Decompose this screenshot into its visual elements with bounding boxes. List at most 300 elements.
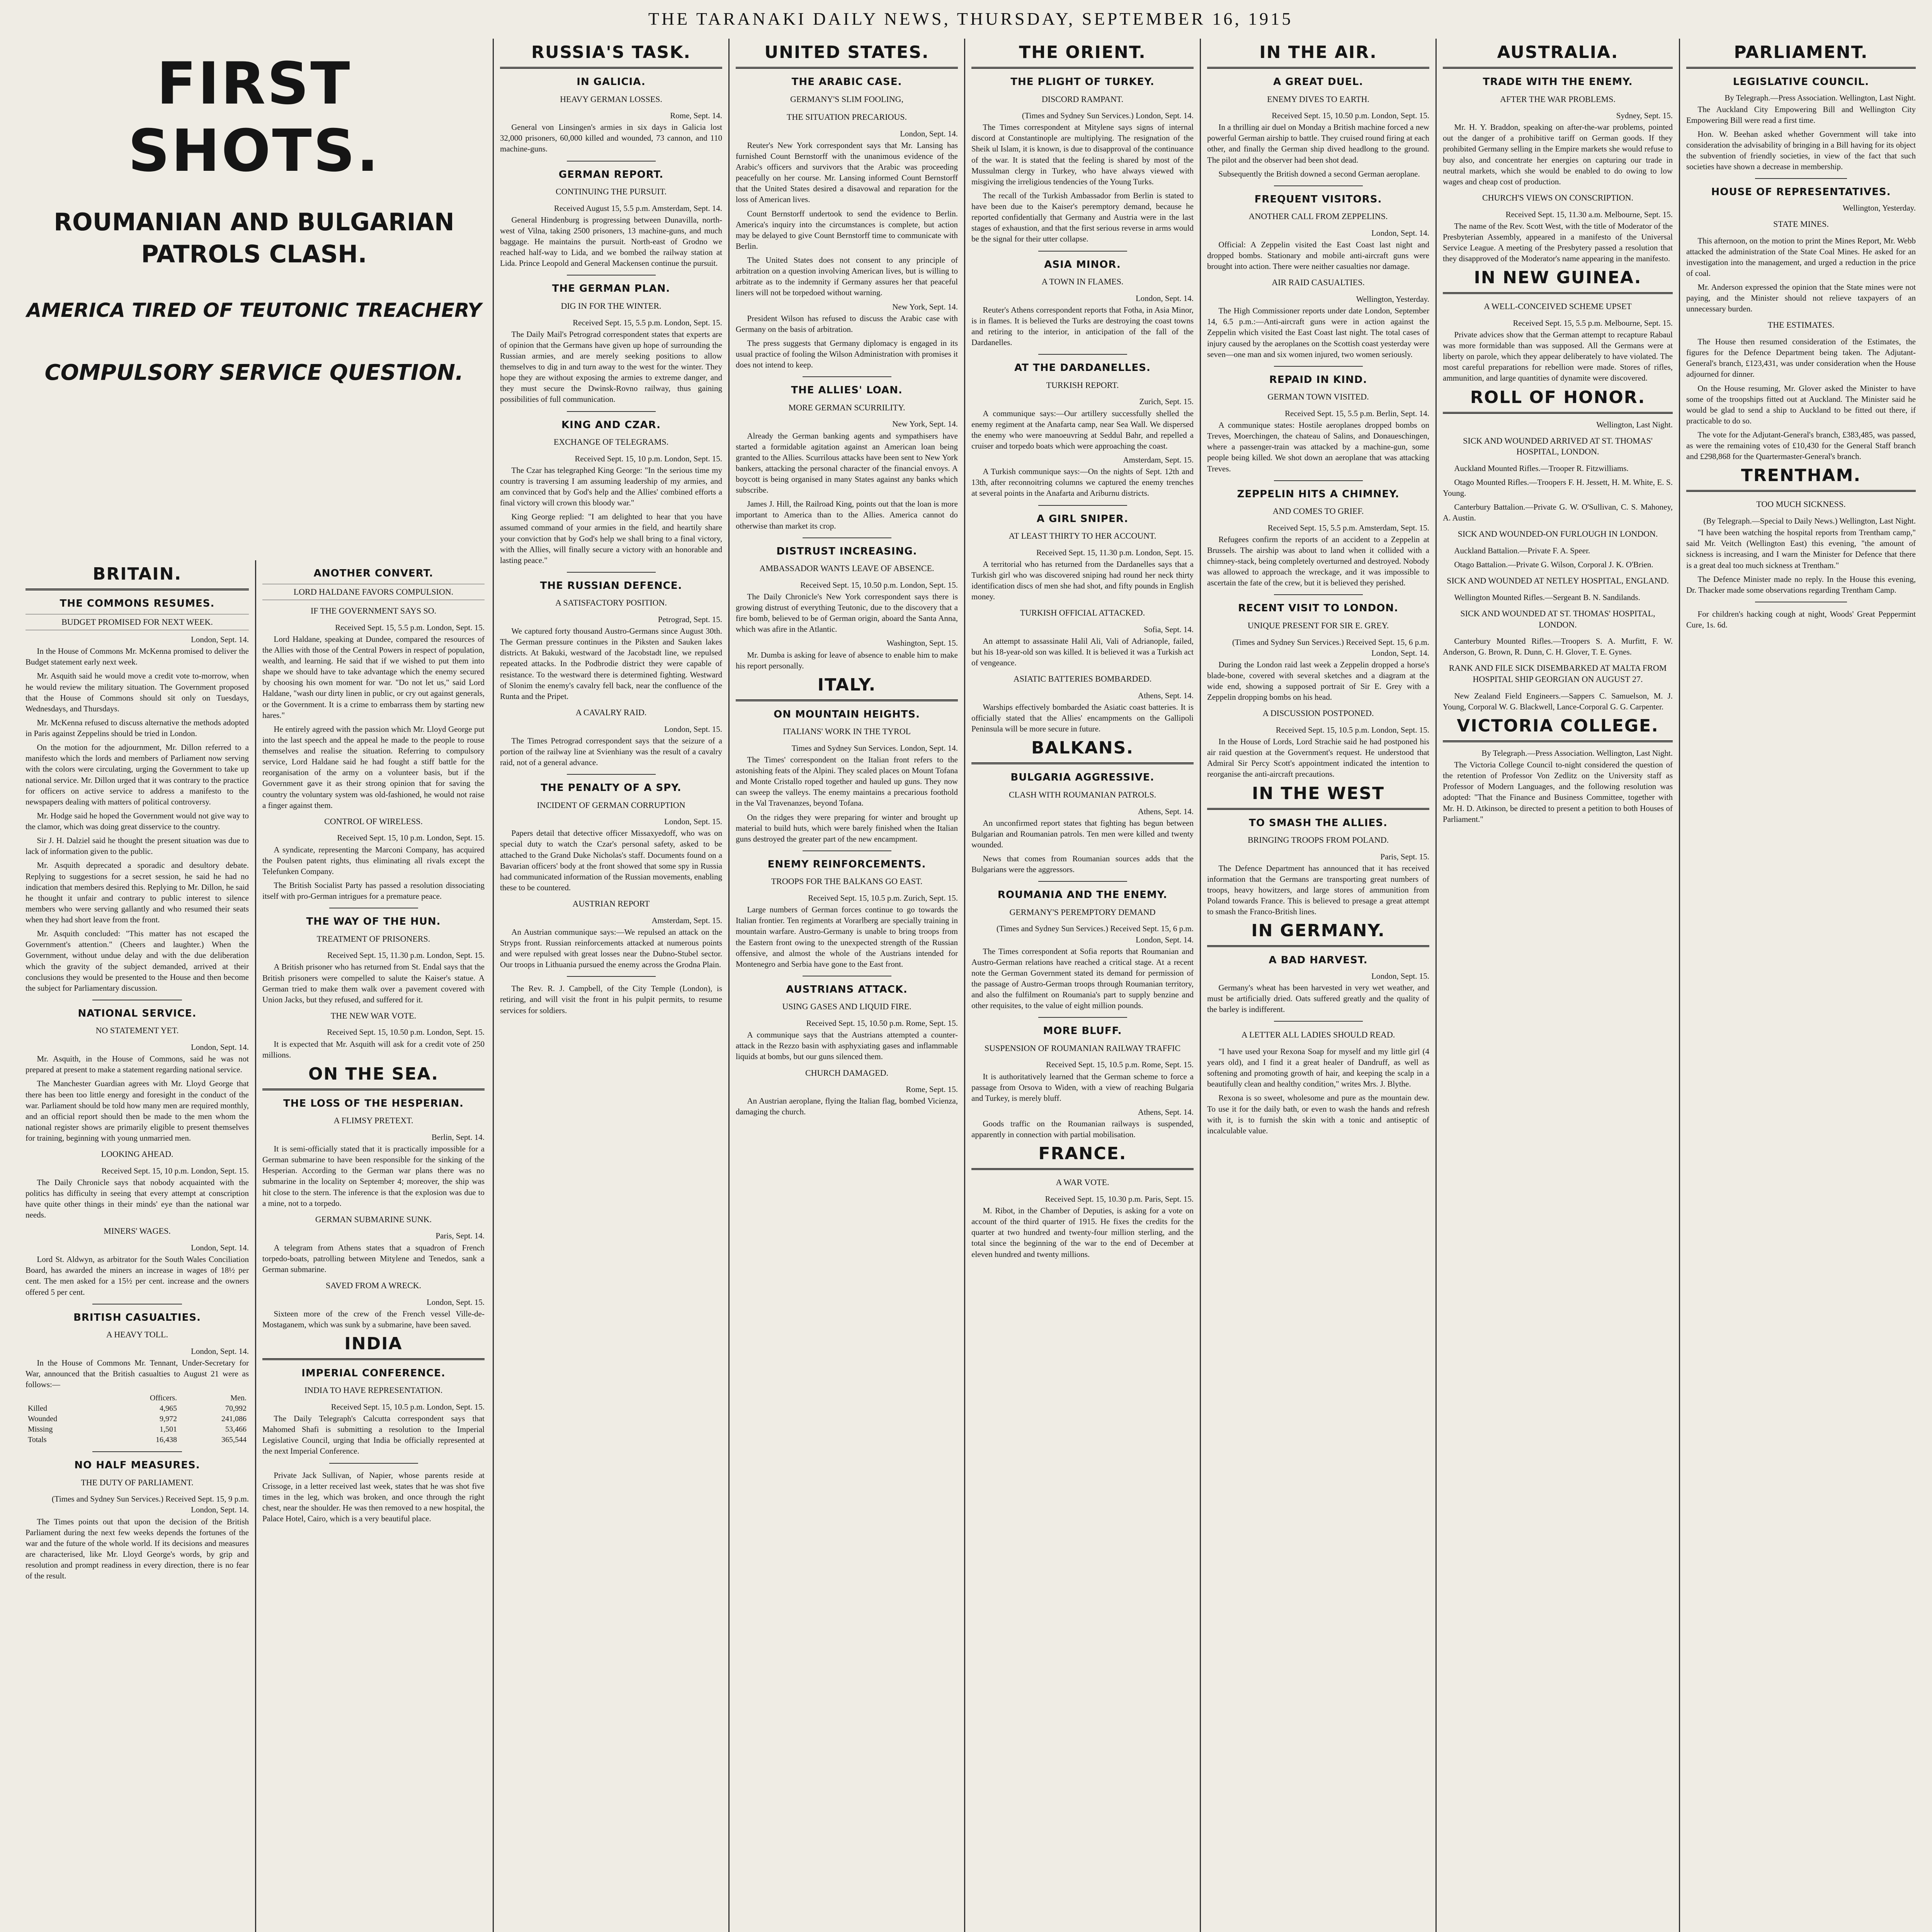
paragraph: The Czar has telegraphed King George: "In the serious time my country is traversing I am assuming leadership of my armies, and am convinced that by God's help and the Allies' combined efforts a final victory will crown this bloody war." [500, 465, 722, 508]
table-row [26, 1424, 249, 1435]
paragraph: Papers detail that detective officer Missaxyedoff, who was on special duty to watch the Czar's personal safety, asked to be attached to the Grand Duke Nicholas's staff. Documents found on a Bavarian officers' body at the front showed that some spy in Russia had communicated information of the Russian movements, enabling these to be countered. [500, 828, 722, 892]
article-subheading: INDIA TO HAVE REPRESENTATION. [304, 1385, 443, 1395]
article-heading: THE GERMAN PLAN. [552, 283, 670, 295]
article-heading: THE PENALTY OF A SPY. [541, 782, 682, 794]
paragraph: An unconfirmed report states that fighting has begun between Bulgarian and Roumanian patrols. Ten men were killed and twenty wounded. [971, 818, 1194, 849]
paragraph: A communique states: Hostile aeroplanes dropped bombs on Treves, Moerchingen, the chateau of Salins, and Donaueschingen, where a passenger-train was attacked by a machine-gun, some people being killed. We shot down an aeroplane that was attacking Treves. [1207, 420, 1429, 473]
dateline: By Telegraph.—Press Association. Wellington, Last Night. [1481, 748, 1673, 758]
article-subheading: LORD HALDANE FAVORS COMPULSION. [262, 584, 485, 600]
paragraph: The Daily Mail's Petrograd correspondent states that experts are of opinion that the Germans have given up hope of surrounding the Russian armies, and are merely seeking positions to allow themselves to dig in and turn away to the west for the winter. They hope they are without exposing the armies to extreme danger, and they must secure the Dwinsk-Rovno railway, thus gaining possibilities of full communication. [500, 329, 722, 404]
table-cell: Missing [28, 1425, 53, 1434]
article-heading: NO HALF MEASURES. [74, 1459, 200, 1471]
paragraph: The name of the Rev. Scott West, with the title of Moderator of the Presbyterian Assembly, appeared in a manifesto of the Universal Service League. A meeting of the Presbytery passed a resolution that they disapproved of the Moderator's name appearing in the manifesto. [1443, 221, 1673, 264]
article-heading: THE COMMONS RESUMES. [60, 598, 215, 609]
divider [1038, 354, 1127, 355]
paragraph: Warships effectively bombarded the Asiatic coast batteries. It is officially stated that the Allies' encampments on the Gallipoli Peninsula will be more secure in future. [971, 702, 1194, 734]
article-subheading: A DISCUSSION POSTPONED. [1262, 708, 1374, 718]
paragraph: An Austrian communique says:—We repulsed an attack on the Stryps front. Russian reinforcements attacked at numerous points and were repulsed with great losses near the Dubno-Stubel sector. Our troops in Lithuania pursued the enemy across the Grodna Plain. [500, 927, 722, 969]
paragraph: Sixteen more of the crew of the French vessel Ville-de-Mostaganem, which was sunk by a submarine, have been saved. [262, 1309, 485, 1329]
article-subheading: ASIATIC BATTERIES BOMBARDED. [1013, 674, 1152, 684]
article-subheading: TROOPS FOR THE BALKANS GO EAST. [771, 876, 923, 886]
paragraph: Sir J. H. Dalziel said he thought the present situation was due to lack of information given to the public. [26, 836, 249, 856]
table-cell: 70,992 [225, 1404, 247, 1413]
dateline: London, Sept. 14. [1371, 228, 1429, 238]
divider [1274, 1021, 1363, 1022]
divider [567, 774, 656, 775]
dateline: London, Sept. 15. [1371, 971, 1429, 981]
paragraph: The Times points out that upon the decision of the British Parliament during the next few weeks depends the fortunes of the war and the future of the whole world. If its decisions and measures are characterised, like Mr. Lloyd George's words, by grip and resolution and prompt readiness in every direction, there is no fear of the result. [26, 1517, 249, 1581]
dateline: Received Sept. 15, 5.5 p.m. Amsterdam, Sept. 15. [1267, 523, 1429, 532]
paragraph: The Times' correspondent on the Italian front refers to the astonishing feats of the Alpini. They scaled places on Mount Tofana and Monte Cristallo roped together and hauled up guns. They now can sweep the valleys. The enemy maintains a precarious foothold in the Val Travenanzes, beyond Tofana. [736, 755, 958, 808]
paragraph: Mr. Asquith deprecated a sporadic and desultory debate. Replying to suggestions for a secret session, he said he had no indication that members desired this. Replying to Mr. Dillon, he said he thought it unfair and contrary to public interest to silence members who were serving gallantly and who resumed their seats when they had short leave from the front. [26, 861, 249, 925]
paragraph: The Daily Telegraph's Calcutta correspondent says that Mahomed Shafi is submitting a resolution to the Imperial Legislative Council, urging that India be officially represented at the next Imperial Conference. [262, 1414, 485, 1456]
article-subheading: SICK AND WOUNDED ARRIVED AT ST. THOMAS' HOSPITAL, LONDON. [1463, 435, 1653, 457]
article-subheading: GERMAN SUBMARINE SUNK. [315, 1214, 432, 1224]
article-heading: AUSTRIANS ATTACK. [786, 983, 908, 995]
dateline: Athens, Sept. 14. [1138, 1107, 1194, 1117]
section-heading: INDIA [262, 1334, 485, 1360]
paragraph: Canterbury Battalion.—Private G. W. O'Sullivan, C. S. Mahoney, A. Austin. [1443, 502, 1673, 523]
headline-first-shots: FIRST SHOTS. [128, 50, 380, 185]
article-heading: THE PLIGHT OF TURKEY. [1010, 76, 1155, 88]
article-subheading: CLASH WITH ROUMANIAN PATROLS. [1009, 789, 1156, 799]
article-heading: THE ALLIES' LOAN. [791, 384, 903, 396]
article-subheading: BRINGING TROOPS FROM POLAND. [1247, 835, 1389, 845]
paragraph: Mr. McKenna refused to discuss alternative the methods adopted in Paris against Zeppelins should be tried in London. [26, 718, 249, 738]
article-heading: ASIA MINOR. [1044, 259, 1121, 270]
divider [1038, 881, 1127, 882]
divider [1274, 366, 1363, 367]
article-heading: GERMAN REPORT. [558, 168, 664, 180]
article-subheading: CHURCH DAMAGED. [805, 1068, 889, 1078]
article-subheading: ANOTHER CALL FROM ZEPPELINS. [1248, 211, 1388, 221]
article-heading: TO SMASH THE ALLIES. [1249, 817, 1388, 829]
advertisement-text: "I have used your Rexona Soap for myself and my little girl (4 years old), and I find it a great healer of Dandruff, as well as softening and promoting growth of hair, and keeping the scalp in a beautifully clean and healthy condition," writes Mrs. J. Blythe. [1207, 1046, 1429, 1089]
dateline: Received Sept. 15, 10.30 p.m. Paris, Sept. 15. [1045, 1194, 1194, 1204]
table-cell: 365,544 [221, 1435, 247, 1444]
paragraph: The vote for the Adjutant-General's branch, £383,485, was passed, as were the remaining votes of £10,430 for the General Staff branch and £298,868 for the Quartermaster-General's branch. [1686, 430, 1916, 461]
divider [92, 1451, 182, 1452]
paragraph: Reuter's Athens correspondent reports that Fotha, in Asia Minor, is in flames. It is believed the Turks are destroying the coast towns and retiring to the interior, in anticipation of the fall of the Dardanelles. [971, 305, 1194, 347]
article-subheading: DISCORD RAMPANT. [1041, 94, 1124, 104]
paragraph: Private advices show that the German attempt to recapture Rabaul was more formidable than was supposed. All the Germans were at liberty on parole, which they appear deliberately to have violated. The most careful preparations for rebellion were made. Stores of rifles, ammunition, and large quantities of dynamite were discovered. [1443, 330, 1673, 383]
article-subheading: THE DUTY OF PARLIAMENT. [81, 1477, 194, 1487]
paragraph: Large numbers of German forces continue to go towards the Italian frontier. Ten regiments at Vorarlberg are specially training in mountain warfare. Austro-Germany is unable to bring troops from the Eastern front owing to the unexpected strength of the Russian offensive, and almost the whole of the Austrians intended for Montenegro and Serbia have gone to the East front. [736, 905, 958, 969]
paragraph: The Auckland City Empowering Bill and Wellington City Empowering Bill were read a first time. [1686, 104, 1916, 125]
divider [567, 161, 656, 162]
article-subheading: THE ESTIMATES. [1767, 320, 1835, 330]
article-heading: HOUSE OF REPRESENTATIVES. [1711, 186, 1891, 198]
section-heading: AUSTRALIA. [1443, 43, 1673, 69]
article-subheading: NO STATEMENT YET. [95, 1026, 179, 1036]
paragraph: Hon. W. Beehan asked whether Government will take into consideration the advisability of bringing in a Bill having for its object the subvention of friendly societies, in view of the fact that such societies have shown a decrease in membership. [1686, 129, 1916, 172]
article-subheading: SUSPENSION OF ROUMANIAN RAILWAY TRAFFIC [984, 1043, 1181, 1053]
table-cell: 241,086 [221, 1415, 247, 1423]
article-subheading: CHURCH'S VIEWS ON CONSCRIPTION. [1482, 192, 1634, 202]
article-subheading: SICK AND WOUNDED AT NETLEY HOSPITAL, ENGLAND. [1447, 576, 1669, 586]
table-row [26, 1414, 249, 1424]
paragraph: The Times Petrograd correspondent says that the seizure of a portion of the railway line at Svienhiany was the result of a cavalry raid, not of a general advance. [500, 736, 722, 767]
paragraph: The Daily Chronicle says that nobody acquainted with the politics has difficulty in seeing that every attempt at conscription have quite other things in their minds' eye than the national war needs. [26, 1177, 249, 1220]
article-heading: THE LOSS OF THE HESPERIAN. [283, 1097, 464, 1109]
section-heading: ROLL OF HONOR. [1443, 388, 1673, 414]
article-heading: IN GALICIA. [577, 76, 646, 88]
article-subheading: AIR RAID CASUALTIES. [1272, 277, 1365, 287]
dateline: Wellington, Last Night. [1596, 420, 1673, 429]
article-heading: LEGISLATIVE COUNCIL. [1733, 76, 1869, 88]
section-heading: BALKANS. [971, 738, 1194, 764]
dateline: London, Sept. 14. [191, 1043, 249, 1052]
article-subheading: EXCHANGE OF TELEGRAMS. [553, 437, 669, 447]
paragraph: He entirely agreed with the passion which Mr. Lloyd George put into the last speech and the appeal he made to the people to rouse themselves and realise the situation. Referring to compulsory service, Lord Haldane said he had fought a stiff battle for the reorganisation of the army on a volunteer basis, but if the Government gave it as their strong opinion that for saving the country the voluntary system was old-fashioned, he would not raise a finger against them. [262, 724, 485, 810]
paragraph: Reuter's New York correspondent says that Mr. Lansing has furnished Count Bernstorff with the unanimous evidence of the Arabic's officers and survivors that the Arabic was proceeding peacefully on her course. Mr. Lansing informed Count Bernstorff that the United States desired a disavowal and reparation for the loss of American lives. [736, 140, 958, 204]
dateline: Wellington, Yesterday. [1356, 294, 1429, 304]
divider [1755, 178, 1847, 179]
column-britain [19, 560, 255, 1932]
divider [1274, 594, 1363, 595]
dateline: London, Sept. 14. [191, 635, 249, 645]
paragraph: Wellington Mounted Rifles.—Sergeant B. N. Sandilands. [1454, 592, 1640, 602]
paragraph: Otago Mounted Rifles.—Troopers F. H. Jessett, H. M. White, E. S. Young. [1443, 477, 1673, 498]
article-subheading: LOOKING AHEAD. [101, 1149, 173, 1159]
divider [329, 1463, 418, 1464]
paragraph: Mr. Asquith, in the House of Commons, said he was not prepared at present to make a statement regarding national service. [26, 1054, 249, 1075]
dateline: (Times and Sydney Sun Services.) London, Sept. 14. [1022, 111, 1194, 121]
dateline: Received Sept. 15, 10.5 p.m. Rome, Sept. 15. [1046, 1060, 1194, 1070]
dateline: Received Sept. 15, 10.50 p.m. London, Sept. 15. [800, 580, 958, 590]
paragraph: The House then resumed consideration of the Estimates, the figures for the Defence Department being taken. The Adjutant-General's branch, £123,431, was under consideration when the House adjourned for dinner. [1686, 337, 1916, 379]
divider [567, 411, 656, 412]
paragraph: The High Commissioner reports under date London, September 14, 6.5 p.m.:—Anti-aircraft guns were in action against the Zeppelin which visited the East Coast last night. The total cases of injury caused by the aeroplanes on the Scottish coast yesterday were seven—one man and six women injured, two women seriously. [1207, 306, 1429, 359]
paragraph: Lord Haldane, speaking at Dundee, compared the resources of the Allies with those of the Central Powers in respect of population, wealth, and learning. He said that if we wished to put them into shape we should have to take advantage which the enemy secured by choosing his own moment for war. "Do not let us," said Lord Haldane, "wash our dirty linen in public, or cry out against generals, or the Government. It is a crime to embarrass them by starting new hares." [262, 634, 485, 720]
table-cell: 9,972 [160, 1415, 177, 1423]
section-heading: ITALY. [736, 675, 958, 701]
paragraph: A territorial who has returned from the Dardanelles says that a Turkish girl who was discovered sniping had round her neck thirty identification discs of men she had shot, and fifty pounds in English money. [971, 559, 1194, 602]
article-subheading: A SATISFACTORY POSITION. [555, 598, 667, 608]
dateline: Received Sept. 15, 11.30 p.m. London, Sept. 15. [1036, 548, 1194, 557]
paragraph: Germany's wheat has been harvested in very wet weather, and must be artificially dried. Oats suffered greatly and the quality of the barley is indifferent. [1207, 983, 1429, 1014]
article-subheading: DIG IN FOR THE WINTER. [561, 301, 662, 311]
article-subheading: AMBASSADOR WANTS LEAVE OF ABSENCE. [759, 563, 934, 573]
advertisement-text: Rexona is so sweet, wholesome and pure as the mountain dew. To use it for the daily bath, or even to wash the hands and refresh with it, is to furnish the skin with a tonic and antiseptic of incalculable value. [1207, 1093, 1429, 1135]
section-heading: IN GERMANY. [1207, 921, 1429, 947]
paragraph: A communique says:—Our artillery successfully shelled the enemy regiment at the Anafarta camp, near Sea Wall. We dispersed the enemy who were manoeuvring at Seddul Bahr, and repelled a cruiser and torpedo boats which were approaching the coast. [971, 408, 1194, 451]
dateline: Athens, Sept. 14. [1138, 806, 1194, 816]
dateline: Zurich, Sept. 15. [1139, 397, 1194, 406]
paragraph: Mr. H. Y. Braddon, speaking on after-the-war problems, pointed out the danger of a prohibitive tariff on German goods. If they prohibited Germany selling in the Empire markets she would refuse to buy also, and concentrate her energies on capturing our trade in neutral markets, which she would be enabled to do owing to low wages and cheap cost of production. [1443, 122, 1673, 186]
divider [1274, 185, 1363, 186]
dateline: Received Sept. 15, 5.5 p.m. London, Sept. 15. [573, 318, 722, 327]
article-heading: ZEPPELIN HITS A CHIMNEY. [1237, 488, 1400, 500]
paragraph: On the motion for the adjournment, Mr. Dillon referred to a manifesto which the lords and members of Parliament now serving with the colors were circulating, urging the Government to take up national service. Mr. Dillon urged that it was contrary to the practice for officers on active service to address a manifesto to the newspapers dealing with matters of political controversy. [26, 743, 249, 806]
dateline: Received Sept. 15, 10 p.m. London, Sept. 15. [337, 833, 485, 843]
dateline: Received Sept. 15, 10 p.m. London, Sept. 15. [101, 1166, 249, 1175]
article-subheading: MINERS' WAGES. [104, 1226, 171, 1236]
divider [1038, 1017, 1127, 1018]
article-subheading: TREATMENT OF PRISONERS. [316, 934, 430, 944]
section-heading: RUSSIA'S TASK. [500, 43, 722, 69]
paragraph: In the House of Commons Mr. Tennant, Under-Secretary for War, announced that the British casualties to August 21 were as follows:— [26, 1358, 249, 1389]
dateline: London, Sept. 14. [900, 129, 958, 138]
column-in-the-air [1200, 39, 1435, 1932]
dateline: London, Sept. 14. [1136, 293, 1194, 303]
article-heading: ROUMANIA AND THE ENEMY. [997, 889, 1168, 901]
paragraph: Auckland Battalion.—Private F. A. Speer. [1454, 546, 1590, 556]
dateline: By Telegraph.—Press Association. Wellington, Last Night. [1725, 93, 1916, 102]
article-heading: AT THE DARDANELLES. [1014, 362, 1151, 374]
dateline: Received Sept. 15, 10.5 p.m. Zurich, Sept. 15. [808, 893, 958, 903]
column-convert [255, 560, 491, 1932]
section-heading: IN THE AIR. [1207, 43, 1429, 69]
paragraph: Lord St. Aldwyn, as arbitrator for the South Wales Conciliation Board, has awarded the miners an increase in wages of 18½ per cent. The men asked for a 15½ per cent. increase and the owners offered 5 per cent. [26, 1255, 249, 1297]
dateline: Amsterdam, Sept. 15. [1123, 455, 1194, 465]
article-heading: BRITISH CASUALTIES. [73, 1311, 201, 1323]
paragraph: General von Linsingen's armies in six days in Galicia lost 32,000 prisoners, 60,000 killed and wounded, 73 cannon, and 110 machine-guns. [500, 122, 722, 154]
article-subheading: A CAVALRY RAID. [575, 707, 647, 717]
dateline: Petrograd, Sept. 15. [658, 614, 722, 624]
article-subheading: HEAVY GERMAN LOSSES. [560, 94, 662, 104]
dateline: Received Sept. 15, 11.30 p.m. London, Sept. 15. [327, 951, 485, 960]
paragraph: The Daily Chronicle's New York correspondent says there is growing distrust of everything Teutonic, due to the discovery that a fire bomb, believed to be of German origin, aboard the Santa Anna, which was afire in the Atlantic. [736, 592, 958, 634]
paragraph: President Wilson has refused to discuss the Arabic case with Germany on the basis of arbitration. [736, 313, 958, 334]
section-heading: FRANCE. [971, 1144, 1194, 1170]
section-heading: IN NEW GUINEA. [1443, 268, 1673, 294]
paragraph: In the House of Lords, Lord Strachie said he had postponed his air raid question at the Government's request. He understood that Admiral Sir Percy Scott's appointment indicated the intention to reorganise the anti-aircraft precautions. [1207, 737, 1429, 779]
paragraph: New Zealand Field Engineers.—Sappers C. Samuelson, M. J. Young, Corporal W. G. Blackwell, Lance-Corporal G. G. Carpenter. [1443, 691, 1673, 711]
front-banner [23, 43, 485, 553]
divider [567, 275, 656, 276]
paragraph: This afternoon, on the motion to print the Mines Report, Mr. Webb attacked the administration of the State Coal Mines. He asked for an investigation into the management, and urged a reduction in the price of coal. [1686, 236, 1916, 278]
paragraph: On the ridges they were preparing for winter and brought up material to build huts, which were barely finished when the Italian guns destroyed the greater part of the new encampment. [736, 812, 958, 844]
article-heading: KING AND CZAR. [561, 419, 661, 431]
paragraph: Mr. Hodge said he hoped the Government would not give way to the clamor, which was doing great disservice to the country. [26, 811, 249, 832]
dateline: Sydney, Sept. 15. [1616, 111, 1673, 121]
headline-compulsory: COMPULSORY SERVICE QUESTION. [44, 360, 464, 385]
dateline: (Times and Sydney Sun Services.) Received Sept. 15, 9 p.m. London, Sept. 14. [51, 1494, 249, 1515]
article-heading: A GIRL SNIPER. [1036, 513, 1129, 525]
paragraph: Already the German banking agents and sympathisers have started a formidable agitation against an American loan being granted to the Allies. Scurrilous attacks have been sent to New York bankers, attacking the personal character of the financial envoys. A boycott is being organised in many States against any banks which subscribe. [736, 431, 958, 495]
paragraph: In the House of Commons Mr. McKenna promised to deliver the Budget statement early next week. [26, 646, 249, 667]
dateline: Rome, Sept. 15. [906, 1085, 958, 1094]
article-heading: BULGARIA AGGRESSIVE. [1010, 772, 1155, 784]
table-cell: 1,501 [160, 1425, 177, 1434]
paragraph: On the House resuming, Mr. Glover asked the Minister to have some of the troopships fitted out at Auckland. The Minister said he would be glad to send a ship to Auckland to be fitted out there, if practicable to do so. [1686, 383, 1916, 425]
dateline: Paris, Sept. 15. [1380, 852, 1429, 861]
divider [803, 850, 891, 851]
divider [1038, 505, 1127, 506]
table-cell: 53,466 [225, 1425, 247, 1434]
article-heading: THE WAY OF THE HUN. [306, 916, 441, 928]
column-united-states [728, 39, 964, 1932]
dateline: Received Sept. 15, 10.50 p.m. London, Sept. 15. [1272, 111, 1429, 121]
dateline: Received Sept. 15, 10.5 p.m. London, Sept. 15. [331, 1402, 485, 1412]
paragraph: The Times correspondent at Sofia reports that Roumanian and Austro-German relations have reached a critical stage. At a recent note the German Government stated its demand for permission of the passage of Austro-German troops through Roumanian territory, and also the fulfilment on Roumania's part to supply benzine and other requisites, to the value of eight million pounds. [971, 946, 1194, 1010]
table-header-row [26, 1393, 249, 1403]
article-heading: FREQUENT VISITORS. [1254, 193, 1382, 205]
paragraph: We captured forty thousand Austro-Germans since August 30th. The German pressure continues in the Piksten and Sauken lakes districts. At Bakuki, westward of the Jacobstadt line, we repulsed repeated attacks. In the Podbrodie district they were capable of resistance. To the westward there is determined fighting. Westward of Slonim the enemy's cavalry fell back, near the confluence of the Runta and the Pripet. [500, 626, 722, 701]
article-subheading: A WELL-CONCEIVED SCHEME UPSET [1484, 301, 1632, 311]
article-heading: TRADE WITH THE ENEMY. [1483, 76, 1633, 88]
headline-patrols: PATROLS CLASH. [141, 240, 367, 268]
article-heading: REPAID IN KIND. [1269, 374, 1367, 386]
table-row [26, 1403, 249, 1414]
masthead: THE TARANAKI DAILY NEWS, THURSDAY, SEPTEMBER 16, 1915 [648, 9, 1293, 29]
column-russia [493, 39, 728, 1932]
article-heading: MORE BLUFF. [1043, 1025, 1122, 1037]
dateline: Received August 15, 5.5 p.m. Amsterdam, Sept. 14. [554, 203, 722, 213]
table-cell: Totals [28, 1435, 47, 1444]
dateline: Paris, Sept. 14. [435, 1231, 485, 1241]
section-heading: PARLIAMENT. [1686, 43, 1916, 69]
paragraph: "I have been watching the hospital reports from Trentham camp," said Mr. Veitch (Wellington East) this evening, "the amount of sickness is increasing, and I warn the Minister for Defence that there is a great deal too much sickness at Trentham." [1686, 528, 1916, 570]
dateline: Received Sept. 15, 10 p.m. London, Sept. 15. [575, 454, 722, 463]
paragraph: A communique says that the Austrians attempted a counter-attack in the Rezzo basin with asphyxiating gases and inflammable liquids at bombs, but our guns silenced them. [736, 1030, 958, 1061]
dateline: Received Sept. 15, 10.50 p.m. Rome, Sept. 15. [806, 1019, 958, 1028]
paragraph: The British Socialist Party has passed a resolution dissociating itself with pro-German intrigues for a premature peace. [262, 880, 485, 901]
article-subheading: A TOWN IN FLAMES. [1041, 277, 1124, 287]
table-cell: 16,438 [156, 1435, 177, 1444]
paragraph: King George replied: "I am delighted to hear that you have assumed command of your armies in the field, and heartily share your conviction that by God's help we shall bring to a final victory, with the Allies, will finally secure a victory with an honorable and lasting peace." [500, 512, 722, 565]
dateline: Times and Sydney Sun Services. London, Sept. 14. [791, 743, 958, 753]
dateline: London, Sept. 15. [427, 1297, 485, 1307]
article-heading: NATIONAL SERVICE. [78, 1007, 197, 1019]
paragraph: The Defence Minister made no reply. In the House this evening, Dr. Thacker made some observations regarding Trentham Camp. [1686, 574, 1916, 595]
section-heading: BRITAIN. [26, 564, 249, 590]
paragraph: A syndicate, representing the Marconi Company, has acquired the Poulsen patent rights, thus eliminating all rivals except the Telefunken Company. [262, 845, 485, 876]
paragraph: The recall of the Turkish Ambassador from Berlin is stated to have been due to the Kaiser's peremptory demand, because he reported confidentially that Germany and Austria were in the last stages of exhaustion, and that the first serious reverse in arms would be the signal for their utter collapse. [971, 190, 1194, 244]
article-subheading: USING GASES AND LIQUID FIRE. [782, 1002, 912, 1012]
dateline: (Times and Sydney Sun Services.) Received Sept. 15, 6 p.m. London, Sept. 14. [1232, 637, 1429, 658]
article-subheading: RANK AND FILE SICK DISEMBARKED AT MALTA FROM HOSPITAL SHIP GEORGIAN ON AUGUST 27. [1449, 663, 1667, 684]
article-subheading: SICK AND WOUNDED-ON FURLOUGH IN LONDON. [1458, 529, 1658, 539]
paragraph: M. Ribot, in the Chamber of Deputies, is asking for a vote on account of the third quarter of 1915. He fixes the credits for the quarter at two hundred and twenty-four million sterling, and the total since the beginning of the war to the end of December at eleven hundred and twenty millions. [971, 1206, 1194, 1259]
paragraph: Count Bernstorff undertook to send the evidence to Berlin. America's inquiry into the circumstances is complete, but action may be delayed to give Count Bernstorff time to communicate with Berlin. [736, 209, 958, 251]
dateline: London, Sept. 15. [664, 724, 722, 734]
article-subheading: ENEMY DIVES TO EARTH. [1267, 94, 1369, 104]
paragraph: The Manchester Guardian agrees with Mr. Lloyd George that there has been too little energy and foresight in the conduct of the war. Parliament should be told how many men are required monthly, and an official report should then be made to the men whom the national register shows are primarily eligible to present themselves for training, beginning with young unmarried men. [26, 1079, 249, 1143]
dateline: Received Sept. 15, 10.50 p.m. London, Sept. 15. [327, 1027, 485, 1037]
paragraph: It is semi-officially stated that it is practically impossible for a German submarine to have been responsible for the sinking of the Hesperian. According to the German war plans there was no submarine in the locality on September 4; moreover, the ship was hit close to the stern. The inference is that the explosion was due to a mine, not to a torpedo. [262, 1144, 485, 1208]
dateline: New York, Sept. 14. [892, 302, 958, 311]
table-cell [26, 1393, 105, 1403]
dateline: Amsterdam, Sept. 15. [651, 915, 722, 925]
section-heading: TRENTHAM. [1686, 466, 1916, 492]
dateline: Washington, Sept. 15. [886, 638, 958, 648]
paragraph: An Austrian aeroplane, flying the Italian flag, bombed Vicienza, damaging the church. [736, 1096, 958, 1117]
paragraph: Refugees confirm the reports of an accident to a Zeppelin at Brussels. The airship was about to land when it collided with a chimney-stack, being completely overturned and destroyed. Nobody was allowed to approach the wreckage, and it was impossible to ascertain the fate of the crew, but it is believed they perished. [1207, 534, 1429, 588]
section-heading: IN THE WEST [1207, 784, 1429, 810]
paragraph: In a thrilling air duel on Monday a British machine forced a new powerful German airship to battle. They cruised round firing at each other, and finally the German ship dived headlong to the ground. The pilot and the observer had been shot dead. [1207, 122, 1429, 165]
article-subheading: UNIQUE PRESENT FOR SIR E. GREY. [1247, 620, 1389, 630]
dateline: Rome, Sept. 14. [670, 111, 722, 121]
column-orient [964, 39, 1200, 1932]
table-cell: Men. [230, 1394, 247, 1403]
article-subheading: SAVED FROM A WRECK. [325, 1280, 422, 1290]
headline-roumanian: ROUMANIAN AND BULGARIAN [54, 208, 454, 236]
article-subheading: AFTER THE WAR PROBLEMS. [1500, 94, 1616, 104]
article-subheading: MORE GERMAN SCURRILITY. [788, 402, 905, 412]
dateline: Sofia, Sept. 14. [1144, 624, 1194, 634]
article-subheading: SICK AND WOUNDED AT ST. THOMAS' HOSPITAL, LONDON. [1460, 609, 1655, 629]
paragraph: A Turkish communique says:—On the nights of Sept. 12th and 13th, after reconnoitring columns we captured the enemy trenches at several points in the Anafarta and Ariburnu districts. [971, 467, 1194, 498]
table-cell: 4,965 [160, 1404, 177, 1413]
table-cell: Killed [28, 1404, 47, 1413]
paragraph: An attempt to assassinate Halil Ali, Vali of Adrianople, failed, but his 18-year-old son was killed. It is believed it was a Turkish act of vengeance. [971, 636, 1194, 668]
paragraph: General Hindenburg is progressing between Dunavilla, north-west of Vilna, taking 2500 prisoners, 13 machine-guns, and much baggage. He maintains the pursuit. North-east of Grodno we reached half-way to Lida, and we bombed the railway station at Lida. Prince Leopold and General Mackensen continue the pursuit. [500, 215, 722, 268]
advertisement-text: For children's hacking cough at night, Woods' Great Peppermint Cure, 1s. 6d. [1686, 609, 1916, 630]
dateline: Athens, Sept. 14. [1138, 690, 1194, 700]
table-row [26, 1435, 249, 1445]
article-heading: DISTRUST INCREASING. [776, 545, 917, 557]
paragraph: It is expected that Mr. Asquith will ask for a credit vote of 250 millions. [262, 1039, 485, 1060]
section-heading: UNITED STATES. [736, 43, 958, 69]
paragraph: The Times correspondent at Mitylene says signs of internal discord at Constantinople are multiplying. The resignation of the Sheik ul Islam, it is known, is due to disapproval of the continuance of the war. It is stated that the feeling is shared by most of the Mussulman clergy in Turkey, who have always viewed with misgiving the irreligious tendencies of the Young Turks. [971, 122, 1194, 186]
dateline: New York, Sept. 14. [892, 419, 958, 429]
paragraph: Mr. Anderson expressed the opinion that the State mines were not paying, and the Minister should not relieve taxpayers of an unnecessary burden. [1686, 282, 1916, 314]
column-parliament [1679, 39, 1922, 1932]
paragraph: A telegram from Athens states that a squadron of French torpedo-boats, patrolling between Mitylene and Tenedos, sank a German submarine. [262, 1243, 485, 1274]
dateline: Received Sept. 15, 5.5 p.m. Berlin, Sept. 14. [1285, 408, 1429, 418]
section-heading: ON THE SEA. [262, 1064, 485, 1090]
paragraph: The Victoria College Council to-night considered the question of the retention of Professor Von Zedlitz on the University staff as Professor of Modern Languages, and the following resolution was adopted: "That the Finance and Business Committee, together with Mr. H. D. Atkinson, be directed to present a petition to both Houses of Parliament." [1443, 760, 1673, 824]
paragraph: James J. Hill, the Railroad King, points out that the loan is more important to America than to the Allies. America cannot do otherwise than market its crop. [736, 499, 958, 531]
article-subheading: CONTINUING THE PURSUIT. [555, 187, 667, 197]
article-subheading: BUDGET PROMISED FOR NEXT WEEK. [26, 614, 249, 631]
paragraph: Mr. Asquith said he would move a credit vote to-morrow, when he would review the military situation. The Government proposed that the House of Commons should sit only on Tuesdays, Wednesdays, and Thursdays. [26, 671, 249, 713]
paragraph: The United States does not consent to any principle of arbitration on a question involving American lives, but is willing to arbitrate as to the indemnity if Germany assures her that peaceful liners will not be torpedoed without warning. [736, 255, 958, 298]
divider [1038, 251, 1127, 252]
column-australia [1435, 39, 1679, 1932]
paragraph: Canterbury Mounted Rifles.—Troopers S. A. Murfitt, F. W. Anderson, G. Brown, R. Dunn, C. H. Glover, T. E. Gynes. [1443, 636, 1673, 657]
paragraph: Goods traffic on the Roumanian railways is suspended, apparently in connection with partial mobilisation. [971, 1119, 1194, 1139]
paragraph: Subsequently the British downed a second German aeroplane. [1218, 169, 1420, 179]
article-subheading: STATE MINES. [1773, 219, 1829, 229]
article-heading: A BAD HARVEST. [1269, 954, 1368, 966]
paragraph: The Rev. R. J. Campbell, of the City Temple (London), is retiring, and will visit the front in his pulpit permits, to resume services for soldiers. [500, 984, 722, 1015]
divider [803, 376, 891, 377]
article-heading: ENEMY REINFORCEMENTS. [767, 858, 926, 870]
paragraph: The Defence Department has announced that it has received information that the Germans are transporting great numbers of troops, heavy howitzers, and large stores of ammunition from Poland towards France. This is believed to presage a great attempt to smash the Franco-British lines. [1207, 863, 1429, 917]
dateline: London, Sept. 15. [664, 817, 722, 827]
article-heading: A GREAT DUEL. [1273, 76, 1364, 88]
article-subheading: A FLIMSY PRETEXT. [333, 1116, 413, 1126]
article-subheading: TURKISH OFFICIAL ATTACKED. [1020, 608, 1145, 618]
article-heading: IMPERIAL CONFERENCE. [301, 1367, 446, 1379]
article-subheading: INCIDENT OF GERMAN CORRUPTION [537, 800, 685, 810]
article-subheading: ITALIANS' WORK IN THE TYROL [783, 726, 911, 736]
paragraph: News that comes from Roumanian sources adds that the Bulgarians were the aggressors. [971, 854, 1194, 874]
paragraph: A British prisoner who has returned from St. Endal says that the British prisoners were compelled to salute the Kaiser's statue. A German tried to make them walk over a pavement covered with Union Jacks, but they refused, and suffered for it. [262, 962, 485, 1004]
divider [803, 537, 891, 538]
paragraph: During the London raid last week a Zeppelin dropped a horse's blade-bone, covered with several sketches and a diagram at the wide end, showing a supposed portrait of Sir E. Grey with a Zeppelin dropping bombs on his head. [1207, 660, 1429, 702]
paragraph: Mr. Asquith concluded: "This matter has not escaped the Government's attention." (Cheers and laughter.) When the Government, without undue delay and with the due deliberation which the gravity of the subject demanded, arrived at their conclusions they would be presented to the House and then become the subject for Parliamentary discussion. [26, 929, 249, 993]
section-heading: VICTORIA COLLEGE. [1443, 716, 1673, 742]
dateline: London, Sept. 14. [191, 1346, 249, 1356]
article-subheading: TURKISH REPORT. [1046, 380, 1119, 390]
divider [1274, 480, 1363, 481]
article-subheading: AND COMES TO GRIEF. [1272, 506, 1364, 516]
article-subheading: GERMANY'S SLIM FOOLING, [790, 94, 904, 104]
advertisement-heading: A LETTER ALL LADIES SHOULD READ. [1241, 1030, 1395, 1040]
paragraph: Official: A Zeppelin visited the East Coast last night and dropped bombs. Stationary and mobile anti-aircraft guns were brought into action. There were neither casualties nor damage. [1207, 240, 1429, 271]
section-heading: THE ORIENT. [971, 43, 1194, 69]
dateline: Wellington, Yesterday. [1842, 203, 1916, 213]
article-subheading: GERMANY'S PEREMPTORY DEMAND [1009, 907, 1156, 917]
divider [567, 572, 656, 573]
article-heading: THE RUSSIAN DEFENCE. [540, 580, 682, 592]
article-heading: ANOTHER CONVERT. [313, 568, 434, 579]
article-subheading: AUSTRIAN REPORT [572, 899, 650, 909]
